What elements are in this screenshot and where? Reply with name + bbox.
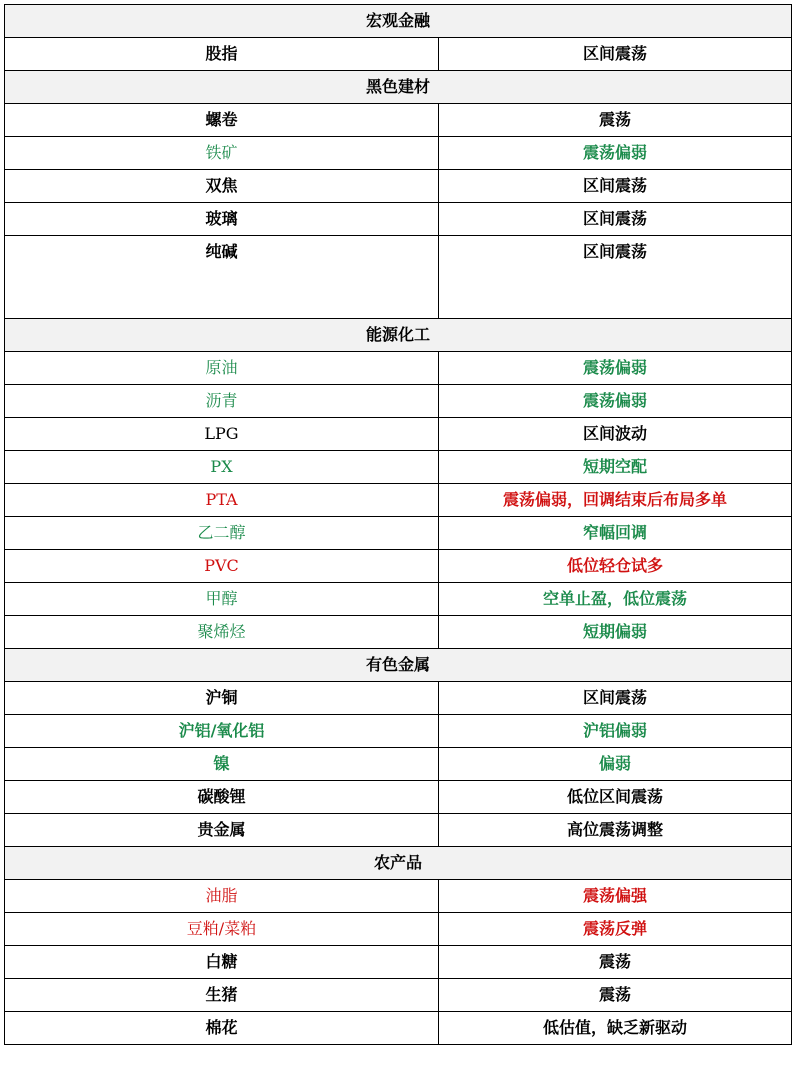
table-row: [5, 913, 792, 946]
table-row: [5, 170, 792, 203]
section-title: 能源化工: [5, 319, 792, 352]
commodity-name: 乙二醇: [5, 517, 439, 550]
commodity-view: 低位轻仓试多: [439, 550, 792, 583]
commodity-view: 区间震荡: [439, 170, 792, 203]
commodity-view: 短期空配: [439, 451, 792, 484]
commodity-view: 震荡偏弱: [439, 352, 792, 385]
commodity-name: 豆粕/菜粕: [5, 913, 439, 946]
section-title: 黑色建材: [5, 71, 792, 104]
commodity-view: 沪铝偏弱: [439, 715, 792, 748]
table-row: [5, 137, 792, 170]
table-row: [5, 550, 792, 583]
commodity-outlook-table: [4, 4, 792, 1045]
commodity-view: 高位震荡调整: [439, 814, 792, 847]
commodity-view: 震荡: [439, 104, 792, 137]
commodity-name: 股指: [5, 38, 439, 71]
table-row: [5, 484, 792, 517]
commodity-name: 纯碱: [5, 236, 439, 319]
table-row: [5, 236, 792, 319]
table-row: [5, 104, 792, 137]
commodity-view: 震荡: [439, 946, 792, 979]
commodity-view: 偏弱: [439, 748, 792, 781]
commodity-name: 螺卷: [5, 104, 439, 137]
commodity-name: 贵金属: [5, 814, 439, 847]
commodity-name: 聚烯烃: [5, 616, 439, 649]
commodity-name: 沪铝/氧化铝: [5, 715, 439, 748]
commodity-view: 低估值，缺乏新驱动: [439, 1012, 792, 1045]
table-row: [5, 385, 792, 418]
commodity-view: 区间震荡: [439, 236, 792, 319]
section-title: 农产品: [5, 847, 792, 880]
commodity-name: 镍: [5, 748, 439, 781]
table-row: [5, 781, 792, 814]
commodity-view: 震荡: [439, 979, 792, 1012]
commodity-name: PVC: [5, 550, 439, 583]
table-row: [5, 38, 792, 71]
commodity-name: PTA: [5, 484, 439, 517]
section-header-nonferrous: [5, 649, 792, 682]
commodity-view: 震荡偏弱: [439, 385, 792, 418]
commodity-view: 震荡偏弱，回调结束后布局多单: [439, 484, 792, 517]
commodity-name: 棉花: [5, 1012, 439, 1045]
table-row: [5, 451, 792, 484]
commodity-name: 原油: [5, 352, 439, 385]
table-row: [5, 1012, 792, 1045]
table-row: [5, 616, 792, 649]
section-title: 有色金属: [5, 649, 792, 682]
section-header-agri: [5, 847, 792, 880]
commodity-view: 震荡偏弱: [439, 137, 792, 170]
section-header-energy: [5, 319, 792, 352]
section-header-ferrous: [5, 71, 792, 104]
table-row: [5, 946, 792, 979]
table-row: [5, 715, 792, 748]
commodity-view: 区间波动: [439, 418, 792, 451]
table-row: [5, 418, 792, 451]
table-row: [5, 748, 792, 781]
commodity-name: 沪铜: [5, 682, 439, 715]
table-row: [5, 880, 792, 913]
commodity-view: 空单止盈，低位震荡: [439, 583, 792, 616]
commodity-name: 碳酸锂: [5, 781, 439, 814]
commodity-name: 玻璃: [5, 203, 439, 236]
commodity-view: 震荡偏强: [439, 880, 792, 913]
outlook-table-container: [4, 4, 791, 1045]
commodity-view: 低位区间震荡: [439, 781, 792, 814]
commodity-view: 区间震荡: [439, 38, 792, 71]
commodity-name: 双焦: [5, 170, 439, 203]
commodity-view: 短期偏弱: [439, 616, 792, 649]
commodity-view: 窄幅回调: [439, 517, 792, 550]
commodity-name: 铁矿: [5, 137, 439, 170]
section-title: 宏观金融: [5, 5, 792, 38]
commodity-name: 油脂: [5, 880, 439, 913]
table-row: [5, 979, 792, 1012]
section-header-macro: [5, 5, 792, 38]
commodity-view: 区间震荡: [439, 203, 792, 236]
table-row: [5, 682, 792, 715]
commodity-name: 白糖: [5, 946, 439, 979]
table-row: [5, 352, 792, 385]
table-row: [5, 203, 792, 236]
commodity-name: PX: [5, 451, 439, 484]
commodity-name: LPG: [5, 418, 439, 451]
commodity-name: 沥青: [5, 385, 439, 418]
commodity-name: 生猪: [5, 979, 439, 1012]
table-row: [5, 517, 792, 550]
commodity-view: 区间震荡: [439, 682, 792, 715]
commodity-view: 震荡反弹: [439, 913, 792, 946]
table-row: [5, 583, 792, 616]
commodity-name: 甲醇: [5, 583, 439, 616]
table-row: [5, 814, 792, 847]
